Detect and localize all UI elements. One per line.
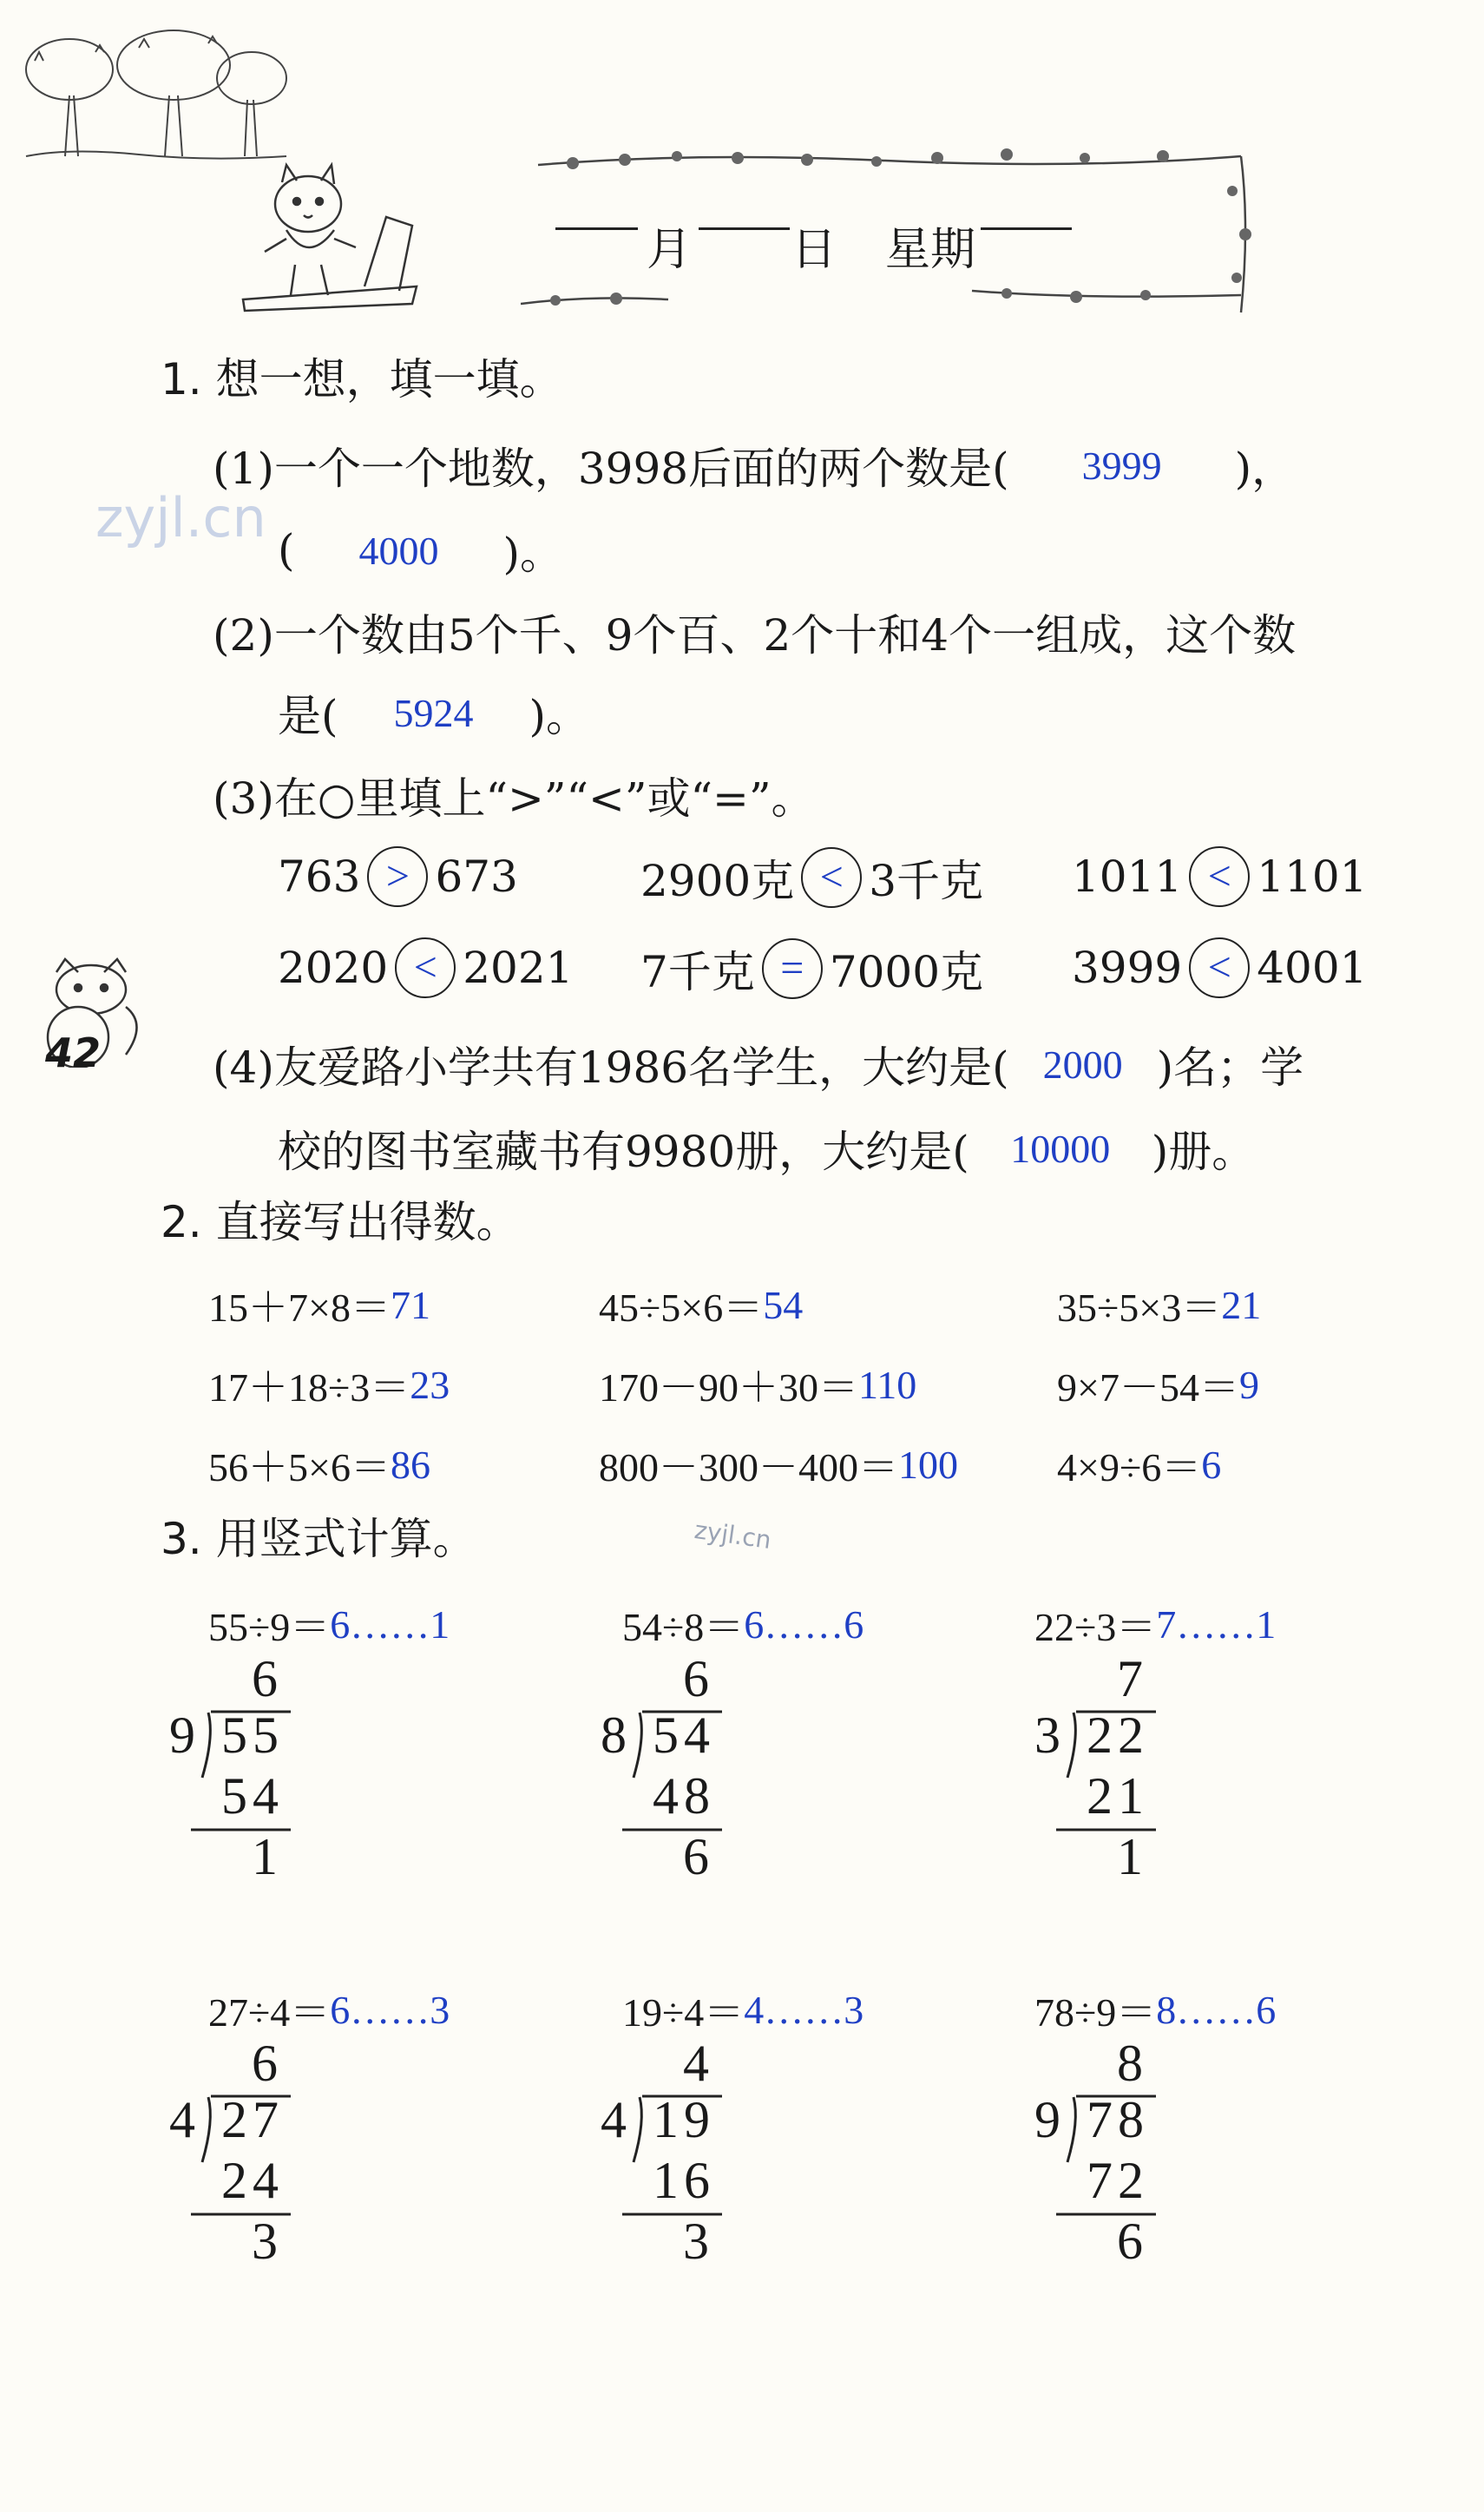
q1-part1-line1: [213, 434, 1295, 496]
page-number: 42: [45, 1029, 102, 1076]
ld-remainder: 1: [1117, 1828, 1143, 1885]
q1-part4-line2: [278, 1117, 1255, 1180]
compare-left: 2900克: [640, 856, 795, 906]
watermark: zyjl.cn: [95, 486, 266, 549]
ld-answer[interactable]: 4……3: [744, 1987, 864, 2032]
q1-title: 1. 想一想，填一填。: [161, 354, 563, 404]
ld-answer[interactable]: 6……3: [330, 1987, 450, 2032]
calc-item: [599, 1276, 803, 1333]
month-blank[interactable]: [555, 227, 638, 230]
ld-expr-text: 22÷3＝: [1034, 1605, 1157, 1649]
calc-item: [1057, 1276, 1261, 1333]
q1-part4-line1: [213, 1033, 1303, 1095]
ld-remainder: 1: [252, 1828, 278, 1885]
ld-expr-text: 78÷9＝: [1034, 1990, 1157, 2035]
ld-expr-text: 19÷4＝: [622, 1990, 745, 2035]
weekday-label: 星期: [885, 224, 976, 276]
q1-p2-text-a: (2)一个数由5个千、9个百、2个十和4个一组成，这个数: [213, 610, 1297, 661]
compare-left: 1011: [1072, 852, 1183, 902]
compare-item: [1072, 937, 1368, 998]
compare-left: 7千克: [640, 947, 755, 997]
q1-p1-text-c: (: [278, 525, 295, 575]
q1-part1-line2: [278, 519, 563, 582]
q1-p1-answer2[interactable]: 4000: [358, 528, 439, 573]
calc-expr: 35÷5×3＝: [1057, 1286, 1222, 1330]
calc-item: [599, 1356, 916, 1413]
compare-right: 7000克: [829, 947, 984, 997]
calc-item: [1057, 1436, 1221, 1493]
calc-answer[interactable]: 86: [390, 1442, 430, 1487]
q1-p1-text-b: )，: [1234, 444, 1296, 494]
q1-p4-text-b: )名；学: [1156, 1042, 1304, 1093]
q1-p4-answer2[interactable]: 10000: [1010, 1126, 1111, 1171]
q1-p2-text-b: 是(: [278, 691, 338, 741]
calc-answer[interactable]: 110: [858, 1362, 917, 1407]
ld-dividend: 78: [1087, 2091, 1149, 2148]
calc-item: [208, 1356, 450, 1413]
ld-divisor: 4: [169, 2091, 195, 2148]
ld-dividend: 27: [221, 2091, 284, 2148]
calc-expr: 170－90＋30＝: [599, 1365, 858, 1410]
long-division-expr: [208, 1981, 450, 2038]
compare-circle[interactable]: <: [1189, 937, 1250, 998]
watermark-small: zyjl.cn: [693, 1515, 773, 1555]
ld-quotient: 4: [683, 2035, 709, 2092]
compare-item: [640, 937, 983, 1000]
day-label: 日: [791, 224, 837, 276]
compare-item: [640, 846, 983, 909]
long-division: [169, 1649, 343, 1885]
long-division: [1034, 1649, 1208, 1885]
ld-answer[interactable]: 8……6: [1156, 1987, 1277, 2032]
calc-expr: 45÷5×6＝: [599, 1286, 764, 1330]
long-division-expr: [622, 1981, 863, 2038]
calc-item: [1057, 1356, 1259, 1413]
ld-divisor: 3: [1034, 1706, 1060, 1764]
compare-circle[interactable]: =: [762, 938, 823, 999]
calc-expr: 17＋18÷3＝: [208, 1365, 410, 1410]
day-blank[interactable]: [699, 227, 790, 230]
ld-expr-text: 55÷9＝: [208, 1605, 331, 1649]
compare-item: [1072, 846, 1368, 907]
compare-right: 673: [435, 852, 518, 902]
compare-left: 763: [278, 852, 361, 902]
compare-item: [278, 846, 518, 907]
calc-answer[interactable]: 54: [763, 1282, 804, 1327]
calc-expr: 800－300－400＝: [599, 1445, 898, 1489]
calc-answer[interactable]: 100: [898, 1442, 958, 1487]
ld-answer[interactable]: 7……1: [1156, 1601, 1277, 1647]
calc-item: [208, 1276, 430, 1333]
ld-product: 48: [653, 1767, 715, 1825]
long-division: [601, 2034, 774, 2270]
ld-product: 54: [221, 1767, 284, 1825]
ld-quotient: 8: [1117, 2035, 1143, 2092]
ld-divisor: 9: [169, 1706, 195, 1764]
calc-expr: 56＋5×6＝: [208, 1445, 391, 1489]
q1-part2-line1: [213, 601, 1296, 663]
ld-answer[interactable]: 6……6: [744, 1601, 864, 1647]
compare-right: 4001: [1257, 943, 1368, 993]
ld-quotient: 7: [1117, 1650, 1143, 1707]
ld-dividend: 54: [653, 1706, 715, 1764]
compare-left: 2020: [278, 943, 389, 993]
q1-p3-title-text: (3)在○里填上“>”“<”或“=”。: [213, 773, 815, 824]
q1-part3-title: [213, 764, 815, 826]
ld-dividend: 22: [1087, 1706, 1149, 1764]
calc-expr: 9×7－54＝: [1057, 1365, 1239, 1410]
compare-item: [278, 937, 574, 998]
ld-divisor: 4: [601, 2091, 627, 2148]
weekday-blank[interactable]: [981, 227, 1072, 230]
ld-product: 21: [1087, 1767, 1149, 1825]
ld-product: 24: [221, 2152, 284, 2209]
ld-remainder: 6: [1117, 2213, 1143, 2270]
compare-right: 1101: [1257, 852, 1368, 902]
long-division: [169, 2034, 343, 2270]
ld-quotient: 6: [252, 2035, 278, 2092]
q1-p4-text-a: (4)友爱路小学共有1986名学生，大约是(: [213, 1042, 1009, 1093]
calc-item: [208, 1436, 430, 1493]
q1-p1-text-a: (1)一个一个地数，3998后面的两个数是(: [213, 444, 1009, 494]
q1-p4-answer1[interactable]: 2000: [1042, 1042, 1123, 1087]
ld-expr-text: 54÷8＝: [622, 1605, 745, 1649]
compare-right: 2021: [463, 943, 574, 993]
long-division-expr: [1034, 1981, 1276, 2038]
ld-expr-text: 27÷4＝: [208, 1990, 331, 2035]
q2-title: 2. 直接写出得数。: [161, 1197, 520, 1247]
q1-part2-line2: [278, 681, 589, 744]
compare-circle[interactable]: <: [1189, 846, 1250, 907]
compare-circle[interactable]: <: [801, 847, 862, 908]
q1-p4-text-c: 校的图书室藏书有9980册，大约是(: [278, 1127, 969, 1177]
ld-divisor: 9: [1034, 2091, 1060, 2148]
ld-divisor: 8: [601, 1706, 627, 1764]
calc-answer[interactable]: 9: [1238, 1362, 1259, 1407]
trees-illustration: [17, 26, 295, 165]
ld-remainder: 3: [683, 2213, 709, 2270]
long-division-expr: [208, 1595, 450, 1653]
compare-right: 3千克: [869, 856, 984, 906]
calc-answer[interactable]: 71: [390, 1282, 430, 1327]
q3-title: 3. 用竖式计算。: [161, 1514, 476, 1564]
ld-remainder: 3: [252, 2213, 278, 2270]
q1-p2-text-c: )。: [529, 691, 590, 741]
cat-illustration: [234, 156, 425, 312]
calc-answer[interactable]: 21: [1221, 1282, 1262, 1327]
ld-product: 72: [1087, 2152, 1149, 2209]
calc-expr: 15＋7×8＝: [208, 1286, 391, 1330]
ld-remainder: 6: [683, 1828, 709, 1885]
long-division: [601, 1649, 774, 1885]
calc-expr: 4×9÷6＝: [1057, 1445, 1202, 1489]
month-label: 月: [647, 224, 693, 276]
ld-dividend: 19: [653, 2091, 715, 2148]
q1-p1-text-d: )。: [502, 529, 564, 579]
q1-p2-answer[interactable]: 5924: [393, 690, 474, 735]
ld-quotient: 6: [252, 1650, 278, 1707]
compare-circle[interactable]: >: [367, 846, 428, 907]
ld-product: 16: [653, 2152, 715, 2209]
compare-left: 3999: [1072, 943, 1183, 993]
long-division-expr: [1034, 1595, 1276, 1653]
compare-circle[interactable]: <: [395, 937, 456, 998]
ld-answer[interactable]: 6……1: [330, 1601, 450, 1647]
ld-quotient: 6: [683, 1650, 709, 1707]
calc-answer[interactable]: 23: [410, 1362, 450, 1407]
q1-p1-answer1[interactable]: 3999: [1081, 443, 1162, 488]
long-division: [1034, 2034, 1208, 2270]
q1-p4-text-d: )册。: [1151, 1127, 1256, 1177]
calc-item: [599, 1436, 958, 1493]
long-division-expr: [622, 1595, 863, 1653]
ld-dividend: 55: [221, 1706, 284, 1764]
calc-answer[interactable]: 6: [1201, 1442, 1222, 1487]
